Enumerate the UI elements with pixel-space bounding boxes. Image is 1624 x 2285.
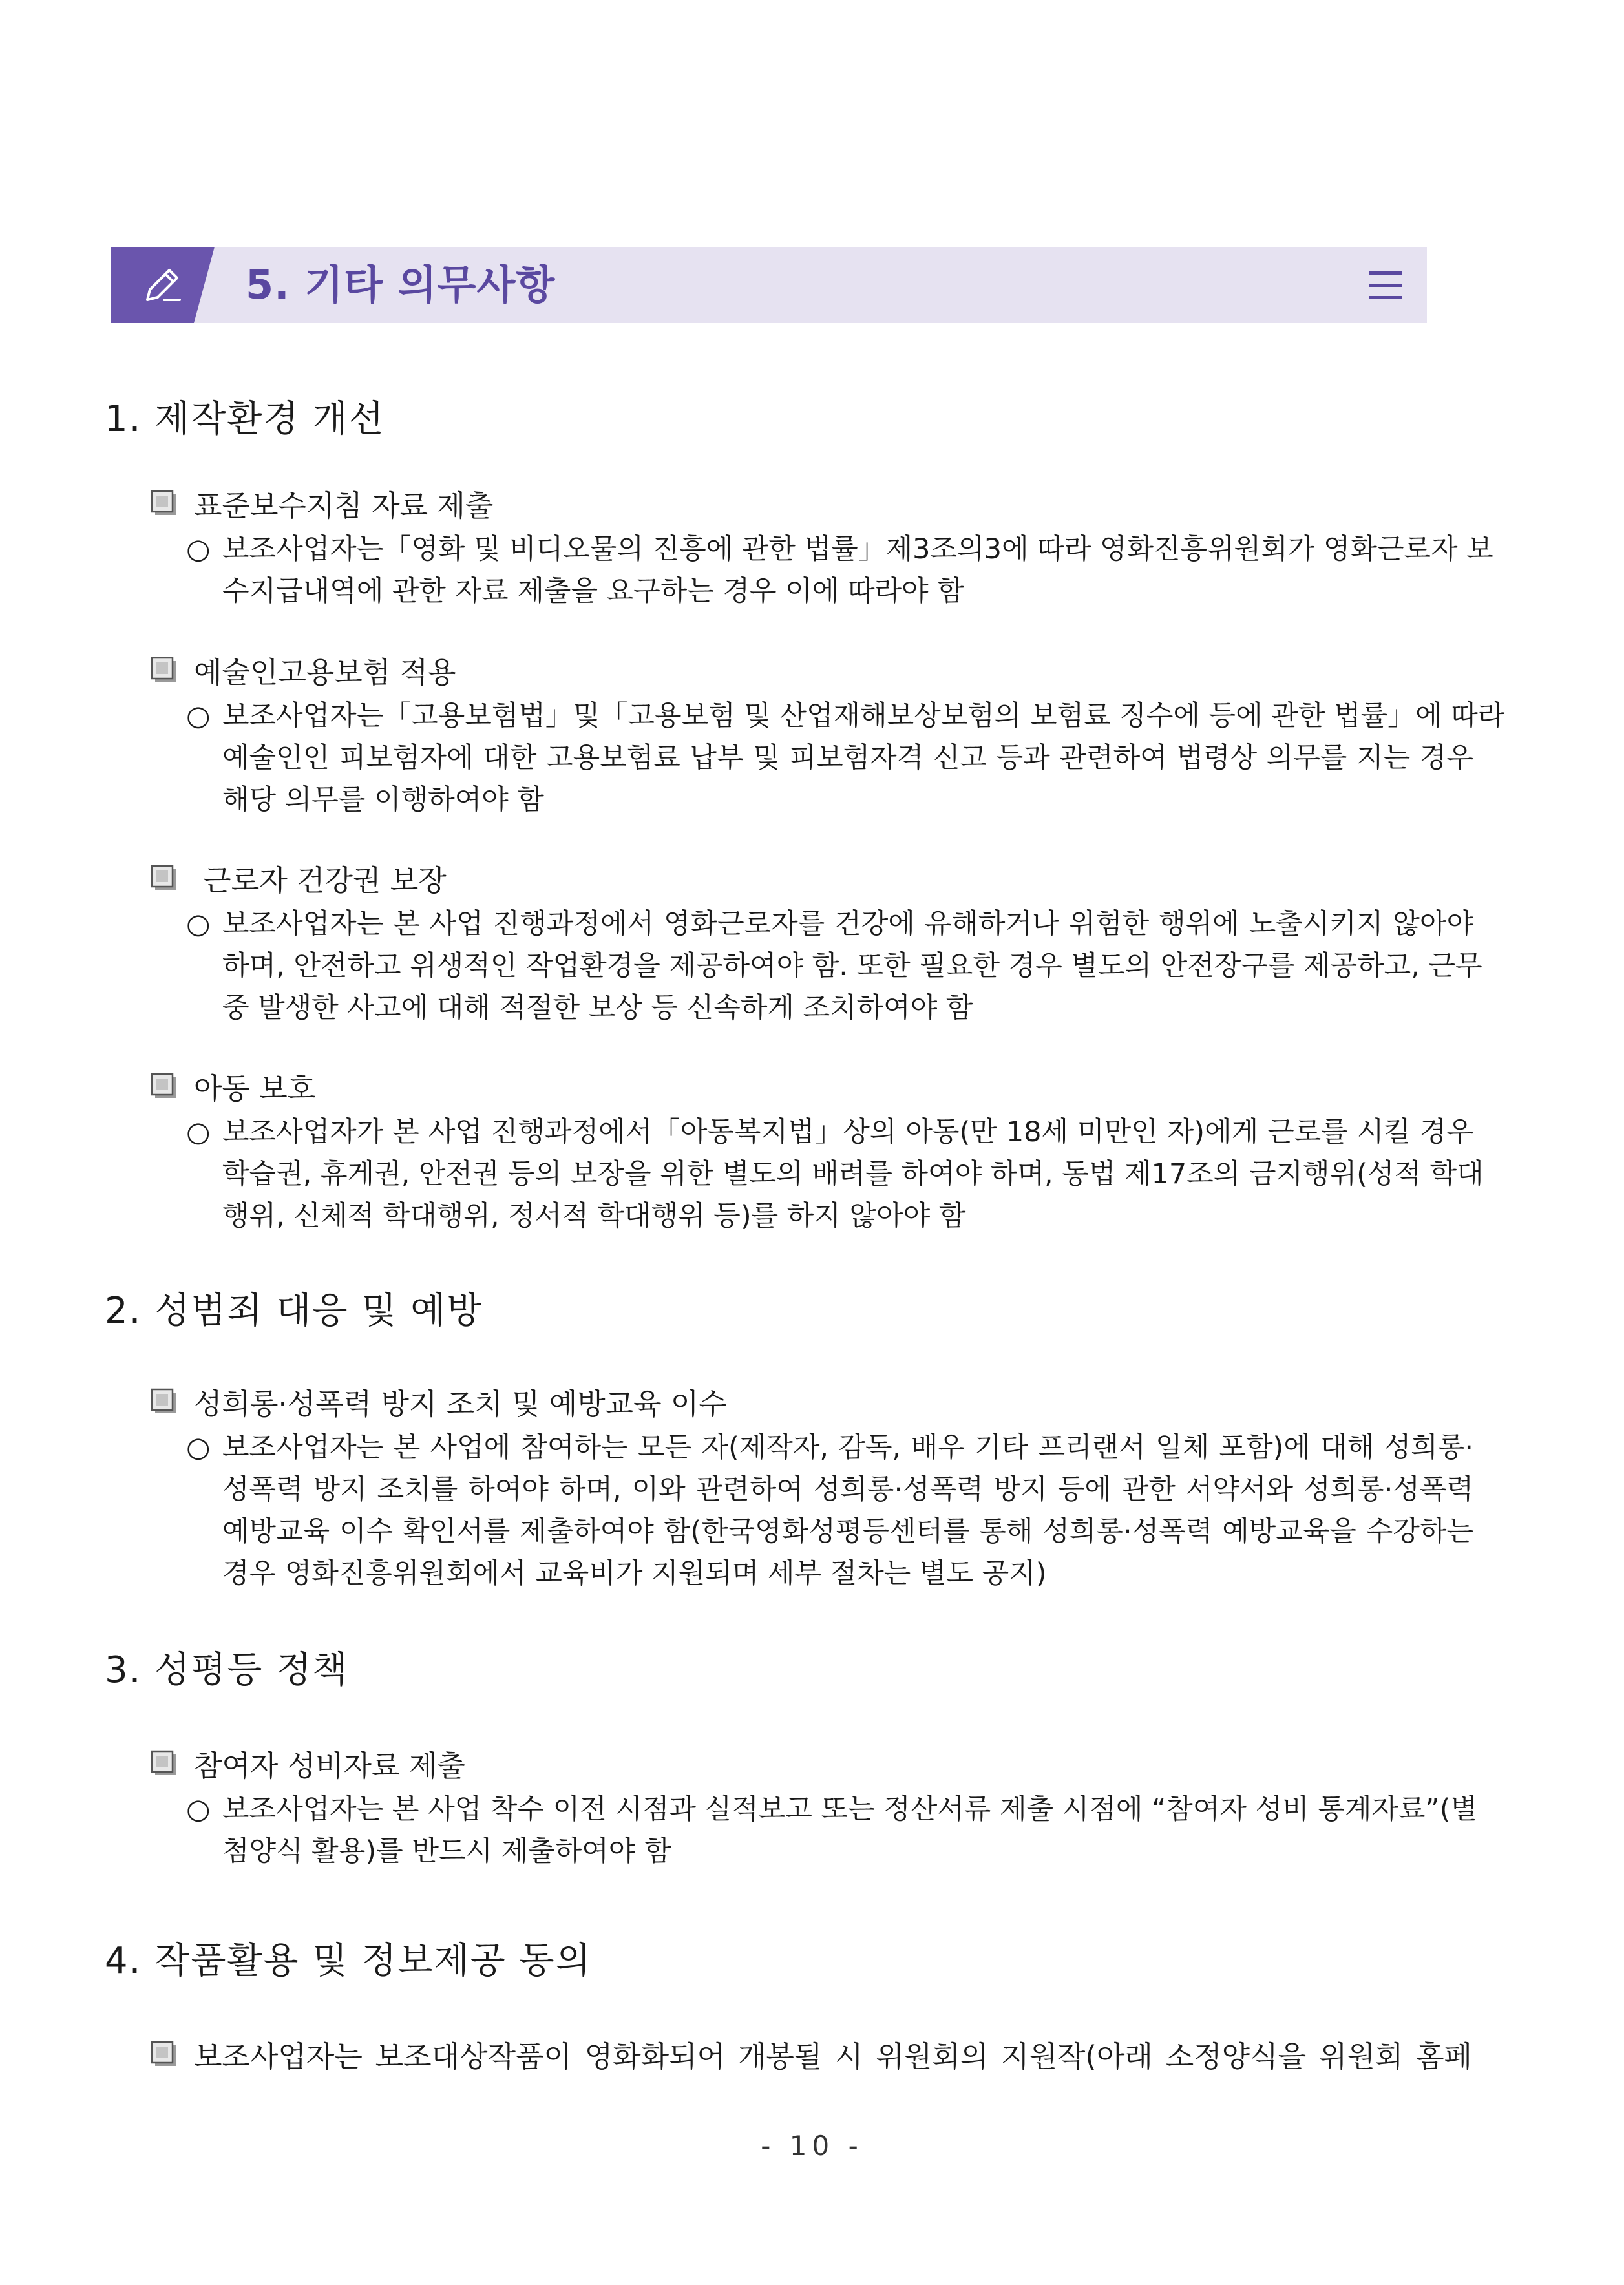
subsection-title [150, 1380, 727, 1422]
paragraph-line: 보조사업자는「영화 및 비디오물의 진흥에 관한 법률」제3조의3에 따라 영화진흥위원회가 영화근로자 보 [222, 533, 1493, 565]
subsection-label: 표준보수지침 자료 제출 [194, 489, 494, 523]
subsection-title [150, 1065, 315, 1107]
subsection-label: 예술인고용보험 적용 [194, 655, 456, 690]
subsection-title [150, 649, 456, 691]
paragraph-line: 행위, 신체적 학대행위, 정서적 학대행위 등)를 하지 않아야 함 [222, 1200, 966, 1232]
paragraph-line: 보조사업자는 본 사업 착수 이전 시점과 실적보고 또는 정산서류 제출 시점에 “참여자 성비 통계자료”(별 [222, 1793, 1478, 1826]
checkbox-icon [150, 489, 178, 518]
paragraph-line: 하며, 안전하고 위생적인 작업환경을 제공하여야 함. 또한 필요한 경우 별도의 안전장구를 제공하고, 근무 [222, 950, 1482, 982]
checkbox-icon [150, 2040, 178, 2069]
section-heading-4: 4. 작품활용 및 정보제공 동의 [105, 1940, 592, 1982]
circle-bullet: ○ [186, 700, 211, 732]
paragraph-line: 예방교육 이수 확인서를 제출하여야 함(한국영화성평등센터를 통해 성희롱·성폭력 예방교육을 수강하는 [222, 1515, 1473, 1548]
subsection-label: 아동 보호 [194, 1071, 316, 1106]
subsection-label: 근로자 건강권 보장 [194, 863, 447, 898]
section-heading-2: 2. 성범죄 대응 및 예방 [105, 1290, 483, 1332]
paragraph-line: 첨양식 활용)를 반드시 제출하여야 함 [222, 1835, 671, 1868]
subsection-title [150, 1742, 465, 1784]
checkbox-icon [150, 864, 178, 892]
subsection-label: 보조사업자는 보조대상작품이 영화화되어 개봉될 시 위원회의 지원작(아래 소정양식을 위원회 홈페 [194, 2039, 1472, 2074]
circle-bullet: ○ [186, 1116, 211, 1148]
circle-bullet: ○ [186, 908, 211, 940]
paragraph [186, 695, 1505, 821]
checkbox-icon [150, 1749, 178, 1778]
paragraph-line: 예술인인 피보험자에 대한 고용보험료 납부 및 피보험자격 신고 등과 관련하여 법령상 의무를 지는 경우 [222, 742, 1473, 774]
banner-title: 5. 기타 의무사항 [246, 261, 556, 308]
paragraph [186, 1111, 1484, 1237]
menu-icon [1366, 266, 1405, 305]
section-heading-3: 3. 성평등 정책 [105, 1649, 349, 1691]
subsection-label: 성희롱·성폭력 방지 조치 및 예방교육 이수 [194, 1387, 727, 1421]
subsection-title [150, 857, 447, 899]
pencil-icon [138, 262, 185, 309]
paragraph [186, 1789, 1478, 1873]
paragraph-line: 보조사업자는 본 사업에 참여하는 모든 자(제작자, 감독, 배우 기타 프리랜서 일체 포함)에 대해 성희롱· [222, 1431, 1473, 1464]
paragraph-line: 수지급내역에 관한 자료 제출을 요구하는 경우 이에 따라야 함 [222, 575, 964, 607]
paragraph [186, 529, 1493, 613]
circle-bullet: ○ [186, 1793, 211, 1826]
paragraph-line: 학습권, 휴게권, 안전권 등의 보장을 위한 별도의 배려를 하여야 하며, 동법 제17조의 금지행위(성적 학대 [222, 1158, 1484, 1190]
paragraph [187, 1427, 1473, 1595]
subsection-title [150, 2033, 1472, 2075]
circle-bullet: ○ [186, 1431, 211, 1464]
section-heading-1: 1. 제작환경 개선 [105, 398, 385, 440]
paragraph-line: 경우 영화진흥위원회에서 교육비가 지원되며 세부 절차는 별도 공지) [222, 1557, 1047, 1590]
checkbox-icon [150, 1387, 178, 1416]
paragraph [186, 903, 1482, 1029]
circle-bullet: ○ [186, 533, 211, 565]
paragraph-line: 보조사업자는 본 사업 진행과정에서 영화근로자를 건강에 유해하거나 위험한 행위에 노출시키지 않아야 [222, 908, 1473, 940]
paragraph-line: 해당 의무를 이행하여야 함 [222, 784, 544, 816]
page-number: - 10 - [761, 2130, 863, 2162]
paragraph-line: 보조사업자는「고용보험법」및「고용보험 및 산업재해보상보험의 보험료 징수에 등에 관한 법률」에 따라 [222, 700, 1505, 732]
paragraph-line: 중 발생한 사고에 대해 적절한 보상 등 신속하게 조치하여야 함 [222, 992, 973, 1024]
banner-icon-box [111, 247, 215, 323]
subsection-label: 참여자 성비자료 제출 [194, 1749, 465, 1783]
checkbox-icon [150, 1072, 178, 1100]
paragraph-line: 보조사업자가 본 사업 진행과정에서「아동복지법」상의 아동(만 18세 미만인 자)에게 근로를 시킬 경우 [222, 1116, 1473, 1148]
subsection-title [150, 482, 493, 524]
section-banner [111, 247, 1427, 323]
checkbox-icon [150, 656, 178, 684]
paragraph-line: 성폭력 방지 조치를 하여야 하며, 이와 관련하여 성희롱·성폭력 방지 등에 관한 서약서와 성희롱·성폭력 [222, 1473, 1473, 1506]
